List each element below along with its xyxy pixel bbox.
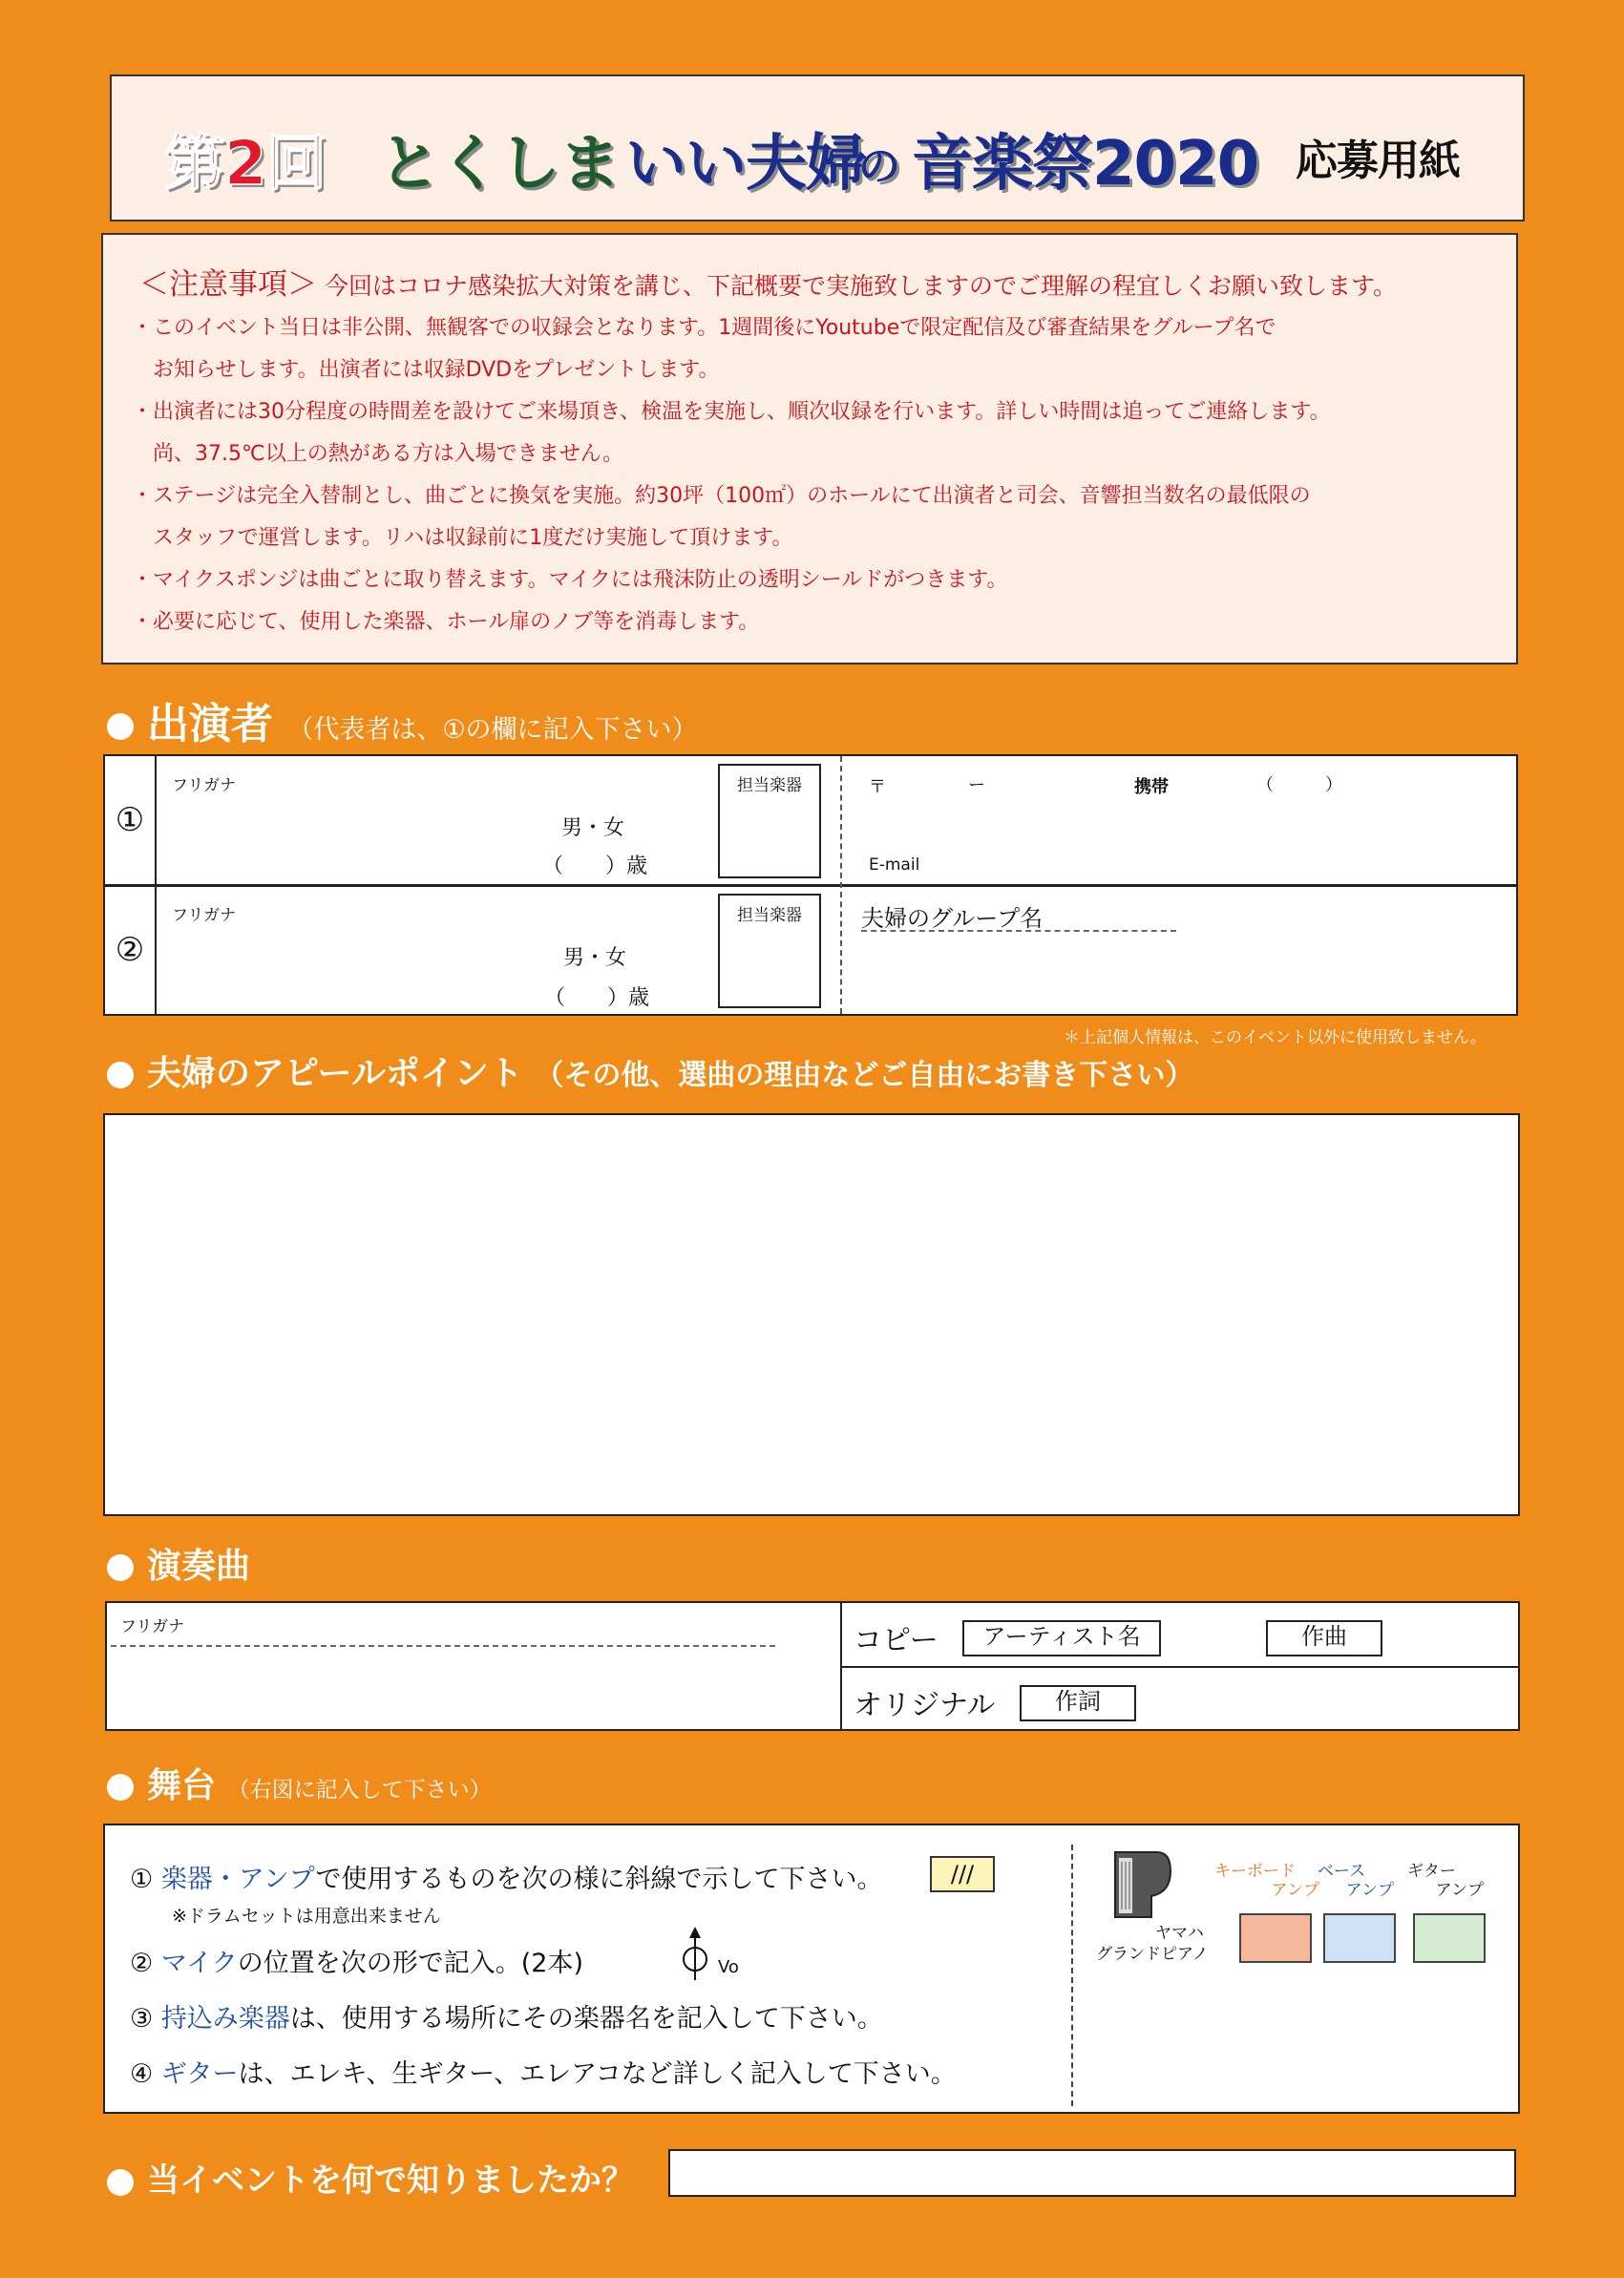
- instrument-box[interactable]: [718, 894, 821, 1008]
- furigana-label: フリガナ: [172, 776, 237, 795]
- hatch-sample: ///: [930, 1856, 995, 1892]
- keyboard-amp-box[interactable]: [1239, 1913, 1312, 1963]
- notice-title: ＜注意事項＞: [139, 267, 317, 302]
- guitar-amp-label-1: ギター: [1407, 1862, 1456, 1881]
- original-label[interactable]: オリジナル: [854, 1689, 996, 1722]
- bass-amp-box[interactable]: [1323, 1913, 1396, 1963]
- title-particle: の: [858, 142, 899, 191]
- email-label: E-mail: [869, 855, 920, 875]
- keyboard-amp-label-1: キーボード: [1214, 1862, 1296, 1881]
- appeal-subtitle: （その他、選曲の理由などご自由にお書き下さい）: [535, 1059, 1194, 1092]
- step-number: ③: [130, 2004, 154, 2034]
- guitar-amp-box[interactable]: [1413, 1913, 1486, 1963]
- step-number: ①: [130, 1865, 154, 1894]
- stage-title: 舞台: [147, 1766, 217, 1805]
- mobile-paren[interactable]: （ ）: [1256, 775, 1342, 795]
- step-number: ④: [130, 2059, 154, 2089]
- gender-option[interactable]: 男・女: [563, 946, 627, 970]
- guitar-amp-label: [1407, 1862, 1484, 1900]
- bullet-icon: [107, 713, 134, 740]
- piano-label-1: ヤマハ: [1155, 1924, 1204, 1943]
- notice-line: ・マイクスポンジは曲ごとに取り替えます。マイクには飛沫防止の透明シールドがつきます。: [132, 568, 1008, 592]
- song-furigana-line: [111, 1645, 775, 1647]
- song-heading: [107, 1539, 250, 1588]
- highlight-text: マイク: [160, 1949, 238, 1978]
- stage-divider: [1071, 1845, 1073, 2106]
- appeal-title: 夫婦のアピールポイント: [147, 1054, 523, 1093]
- row-divider: [840, 1666, 1520, 1668]
- postal-label: 〒: [869, 777, 886, 797]
- bass-amp-label: [1318, 1862, 1394, 1900]
- highlight-text: ギター: [160, 2059, 239, 2089]
- guitar-amp-label-2: アンプ: [1435, 1881, 1484, 1900]
- piano-label-2: グランドピアノ: [1096, 1945, 1209, 1964]
- known-heading: [107, 2154, 634, 2201]
- age-field[interactable]: （ ）歳: [542, 854, 648, 878]
- stage-instruction-1: [130, 1858, 883, 1895]
- lyricist-field[interactable]: 作詞: [1020, 1685, 1136, 1721]
- gender-option[interactable]: 男・女: [561, 816, 625, 840]
- appeal-heading: [107, 1046, 1193, 1095]
- mobile-label: 携帯: [1134, 777, 1169, 797]
- highlight-text: 楽器・アンプ: [160, 1865, 316, 1894]
- instruction-text: は、エレキ、生ギター、エレアコなど詳しく記入して下さい。: [238, 2059, 957, 2089]
- vocal-label: Vo: [718, 1957, 739, 1977]
- stage-instruction-2: [130, 1942, 583, 1979]
- row-divider: [105, 884, 1516, 887]
- performers-subtitle: （代表者は、①の欄に記入下さい）: [287, 715, 698, 745]
- notice-line: お知らせします。出演者には収録DVDをプレゼントします。: [132, 358, 720, 382]
- known-title: 当イベントを何で知りましたか？: [147, 2162, 634, 2200]
- notice-intro: 今回はコロナ感染拡大対策を講じ、下記概要で実施致しますのでご理解の程宜しくお願い致します。: [324, 272, 1397, 300]
- instruction-text: の位置を次の形で記入。(2本): [237, 1949, 583, 1978]
- notice-heading: [139, 260, 1397, 303]
- notice-line: ・必要に応じて、使用した楽器、ホール扉のノブ等を消毒します。: [132, 610, 760, 634]
- instrument-label: 担当楽器: [737, 776, 802, 795]
- keyboard-amp-label: [1214, 1862, 1319, 1900]
- title-banner: [110, 74, 1525, 221]
- instrument-label: 担当楽器: [737, 906, 802, 925]
- instrument-box[interactable]: [718, 764, 821, 878]
- stage-instruction-4: [130, 2053, 957, 2090]
- song-title: 演奏曲: [147, 1547, 251, 1586]
- appeal-textarea[interactable]: [103, 1113, 1520, 1516]
- step-number: ②: [130, 1949, 154, 1978]
- title-festival: 音楽祭2020: [912, 129, 1259, 200]
- notice-line: ・ステージは完全入替制とし、曲ごとに換気を実施。約30坪（100㎡）のホールにて出演者と司会、音響担当数名の最低限の: [132, 484, 1311, 508]
- copy-label[interactable]: コピー: [854, 1624, 939, 1657]
- title-edition: 第2回: [164, 129, 327, 200]
- drum-note: ※ドラムセットは用意出来ません: [172, 1906, 441, 1927]
- title-couple: いい夫婦: [625, 129, 866, 200]
- bass-amp-label-1: ベース: [1318, 1862, 1366, 1881]
- group-name-label: 夫婦のグループ名: [861, 905, 1044, 932]
- age-field[interactable]: （ ）歳: [544, 986, 650, 1010]
- row-number: ①: [105, 756, 157, 885]
- furigana-label: フリガナ: [120, 1617, 185, 1636]
- bullet-icon: [107, 1062, 134, 1088]
- stage-subtitle: （右図に記入して下さい）: [227, 1778, 492, 1803]
- artist-field[interactable]: アーティスト名: [962, 1620, 1161, 1656]
- bullet-icon: [107, 2169, 134, 2196]
- stage-heading: [107, 1759, 492, 1807]
- bullet-icon: [107, 1774, 134, 1801]
- email-field[interactable]: [936, 848, 1499, 880]
- stage-box: [103, 1824, 1520, 2114]
- column-divider: [840, 756, 842, 1014]
- stage-instruction-3: [130, 1997, 883, 2035]
- postal-dash: ー: [968, 775, 985, 795]
- furigana-label: フリガナ: [172, 906, 237, 925]
- song-title-field[interactable]: [111, 1651, 836, 1727]
- song-table: [105, 1601, 1520, 1731]
- instruction-text: で使用するものを次の様に斜線で示して下さい。: [315, 1865, 883, 1894]
- keyboard-amp-label-2: アンプ: [1271, 1881, 1319, 1900]
- grand-piano-icon: [1109, 1848, 1176, 1921]
- group-name-field[interactable]: [861, 930, 1176, 932]
- notice-line: 尚、37.5℃以上の熱がある方は入場できません。: [132, 442, 624, 466]
- bass-amp-label-2: アンプ: [1345, 1881, 1394, 1900]
- row-number: ②: [105, 886, 157, 1015]
- highlight-text: 持込み楽器: [160, 2004, 290, 2034]
- composer-field[interactable]: 作曲: [1266, 1620, 1382, 1656]
- privacy-note: ＊上記個人情報は、このイベント以外に使用致しません。: [1064, 1028, 1487, 1047]
- performer-table: [103, 754, 1518, 1016]
- notice-line: ・出演者には30分程度の時間差を設けてご来場頂き、検温を実施し、順次収録を行います。詳しい時間は追ってご連絡します。: [132, 400, 1331, 424]
- instruction-text: は、使用する場所にその楽器名を記入して下さい。: [289, 2004, 883, 2034]
- notice-line: スタッフで運営します。リハは収録前に1度だけ実施して頂けます。: [132, 526, 793, 550]
- title-place: とくしま: [379, 129, 620, 200]
- performers-title: 出演者: [147, 700, 273, 749]
- bullet-icon: [107, 1554, 134, 1581]
- title-form-label: 応募用紙: [1296, 137, 1460, 185]
- notice-box: [101, 233, 1518, 664]
- performers-heading: [107, 689, 698, 750]
- known-field[interactable]: [668, 2149, 1516, 2197]
- notice-line: ・このイベント当日は非公開、無観客での収録会となります。1週間後にYoutubeで限定配信及び審査結果をグループ名で: [132, 316, 1276, 340]
